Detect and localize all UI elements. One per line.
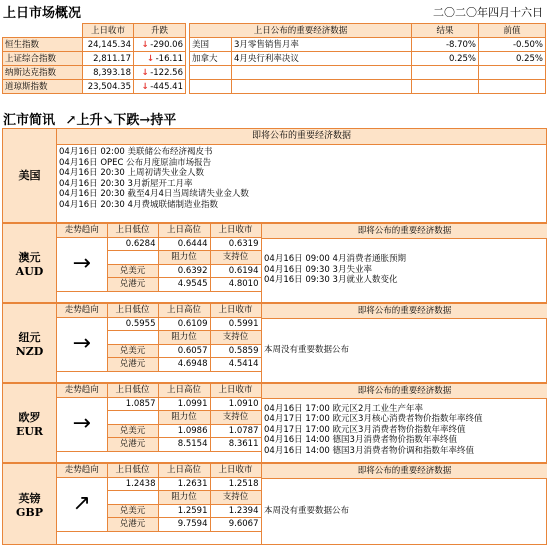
col-low-header: 上日低位 <box>107 464 158 477</box>
list-item: 04月16日 09:30 3月失业率 <box>264 264 372 275</box>
hkd-resistance: 8.5154 <box>158 438 210 452</box>
us-section <box>2 128 547 223</box>
col-high-header: 上日高位 <box>158 384 210 397</box>
fx-title <box>3 109 176 128</box>
table-row <box>190 52 546 66</box>
currency-rates-table <box>57 224 262 292</box>
econ-table <box>189 23 546 94</box>
econ-country: 美国 <box>190 38 232 52</box>
upcoming-header: 即将公布的重要经济数据 <box>262 384 547 399</box>
list-item: 04月16日 OPEC 公布月度原油市场报告 <box>59 157 212 168</box>
col-close-header: 上日收市 <box>83 24 134 38</box>
list-item: 04月16日 02:00 美联储公布经济褐皮书 <box>59 147 213 157</box>
index-name: 道琼斯指数 <box>3 80 83 94</box>
prev-close: 0.6319 <box>210 237 261 251</box>
col-low-header: 上日低位 <box>107 304 158 317</box>
index-close: 2,811.17 <box>83 52 134 66</box>
hkd-label: 兑港元 <box>107 278 158 292</box>
usd-resistance: 1.0986 <box>158 424 210 438</box>
hkd-resistance: 4.6948 <box>158 358 210 372</box>
econ-item: 3月零售销售月率 <box>232 38 412 52</box>
resistance-label: 阻力位 <box>158 491 210 505</box>
index-change: -445.41 <box>150 81 183 92</box>
list-item: 04月16日 14:00 德国3月消费者物价指数年率终值 <box>264 435 457 446</box>
econ-header: 上日公布的重要经济数据 <box>190 24 412 38</box>
us-header: 即将公布的重要经济数据 <box>57 129 546 145</box>
col-low-header: 上日低位 <box>107 384 158 397</box>
index-close: 24,145.34 <box>83 38 134 52</box>
upcoming-panel <box>261 304 547 382</box>
currency-name <box>3 304 57 382</box>
usd-label: 兑美元 <box>107 264 158 278</box>
resistance-label: 阻力位 <box>158 251 210 265</box>
currency-code: AUD <box>15 264 44 278</box>
currency-name-cn: 纽元 <box>18 330 41 344</box>
index-close: 23,504.35 <box>83 80 134 94</box>
upcoming-event-list <box>264 318 545 382</box>
hkd-label: 兑港元 <box>107 438 158 452</box>
upcoming-header: 即将公布的重要经济数据 <box>262 464 547 479</box>
down-arrow-icon: ↓ <box>141 81 149 92</box>
list-item: 本周没有重要数据公布 <box>264 505 350 516</box>
support-label: 支持位 <box>210 331 261 345</box>
usd-label: 兑美元 <box>107 504 158 518</box>
col-close-header: 上日收市 <box>210 464 261 477</box>
table-row <box>3 80 186 94</box>
currency-section-nzd <box>2 303 547 383</box>
index-change: -16.11 <box>155 53 183 64</box>
prev-high: 1.0991 <box>158 397 210 411</box>
col-close-header: 上日收市 <box>210 304 261 317</box>
fx-title-text: 汇市简讯 <box>3 113 56 128</box>
us-event-list <box>59 147 249 210</box>
usd-support: 0.5859 <box>210 344 261 358</box>
usd-support: 1.0787 <box>210 424 261 438</box>
col-trend-header: 走势趋向 <box>57 464 107 477</box>
upcoming-header: 即将公布的重要经济数据 <box>262 224 547 239</box>
resistance-label: 阻力位 <box>158 331 210 345</box>
col-change-header: 升跌 <box>134 24 186 38</box>
currency-name-cn: 澳元 <box>18 250 41 264</box>
prev-close: 0.5991 <box>210 317 261 331</box>
hkd-resistance: 4.9545 <box>158 278 210 292</box>
usd-support: 0.6194 <box>210 264 261 278</box>
upcoming-panel <box>261 384 547 462</box>
col-high-header: 上日高位 <box>158 224 210 237</box>
list-item: 04月17日 17:00 欧元区3月核心消费者物价指数年率终值 <box>264 414 483 425</box>
currency-section-eur <box>2 383 547 463</box>
currency-name <box>3 384 57 462</box>
prev-low: 0.5955 <box>107 317 158 331</box>
trend-arrow-icon: ↗ <box>57 477 107 531</box>
resistance-label: 阻力位 <box>158 411 210 425</box>
section-name: 美国 <box>3 129 57 222</box>
col-trend-header: 走势趋向 <box>57 304 107 317</box>
hkd-support: 4.8010 <box>210 278 261 292</box>
col-close-header: 上日收市 <box>210 384 261 397</box>
usd-label: 兑美元 <box>107 344 158 358</box>
hkd-label: 兑港元 <box>107 358 158 372</box>
col-trend-header: 走势趋向 <box>57 384 107 397</box>
prev-low: 1.0857 <box>107 397 158 411</box>
usd-resistance: 0.6057 <box>158 344 210 358</box>
list-item: 04月16日 20:30 4月费城联储制造业指数 <box>59 199 218 210</box>
econ-actual: -8.70% <box>412 38 479 52</box>
list-item: 04月16日 20:30 上周初请失业金人数 <box>59 168 205 178</box>
list-item: 04月16日 14:00 德国3月消费者物价调和指数年率终值 <box>264 445 474 456</box>
indices-table <box>2 23 186 94</box>
prev-high: 1.2631 <box>158 477 210 491</box>
list-item: 04月17日 17:00 欧元区3月消费者物价指数年率终值 <box>264 424 466 435</box>
index-name: 纳斯达克指数 <box>3 66 83 80</box>
usd-resistance: 0.6392 <box>158 264 210 278</box>
prev-high: 0.6444 <box>158 237 210 251</box>
upcoming-event-list <box>264 238 545 302</box>
trend-arrow-icon: → <box>57 237 107 291</box>
prev-close: 1.2518 <box>210 477 261 491</box>
hkd-support: 8.3611 <box>210 438 261 452</box>
table-row <box>3 66 186 80</box>
hkd-support: 4.5414 <box>210 358 261 372</box>
upcoming-header: 即将公布的重要经济数据 <box>262 304 547 319</box>
econ-item: 4月央行利率决议 <box>232 52 412 66</box>
table-row <box>3 52 186 66</box>
econ-country: 加拿大 <box>190 52 232 66</box>
list-item: 04月16日 20:30 截至4月4日当周续请失业金人数 <box>59 189 249 199</box>
currency-name-cn: 英镑 <box>18 491 41 505</box>
upcoming-event-list <box>264 478 545 544</box>
econ-prev: 0.25% <box>479 52 546 66</box>
prev-low: 1.2438 <box>107 477 158 491</box>
upcoming-event-list <box>264 398 545 462</box>
currency-name <box>3 224 57 302</box>
currency-code: NZD <box>15 344 44 358</box>
prev-high: 0.6109 <box>158 317 210 331</box>
col-high-header: 上日高位 <box>158 304 210 317</box>
currency-name-cn: 欧罗 <box>18 410 41 424</box>
trend-legend: ↗上升↘下跌→持平 <box>65 113 177 128</box>
prev-close: 1.0910 <box>210 397 261 411</box>
col-close-header: 上日收市 <box>210 224 261 237</box>
currency-name <box>3 464 57 544</box>
usd-support: 1.2394 <box>210 504 261 518</box>
col-low-header: 上日低位 <box>107 224 158 237</box>
support-label: 支持位 <box>210 411 261 425</box>
trend-arrow-icon: → <box>57 317 107 371</box>
report-date: 二〇二〇年四月十六日 <box>433 6 543 19</box>
list-item: 本周没有重要数据公布 <box>264 344 350 355</box>
index-name: 恒生指数 <box>3 38 83 52</box>
upcoming-panel <box>261 224 547 302</box>
hkd-resistance: 9.7594 <box>158 518 210 532</box>
usd-label: 兑美元 <box>107 424 158 438</box>
down-arrow-icon: ↓ <box>141 39 149 50</box>
econ-actual: 0.25% <box>412 52 479 66</box>
page-title: 上日市场概况 <box>3 6 82 21</box>
down-arrow-icon: ↓ <box>147 53 155 64</box>
currency-section-aud <box>2 223 547 303</box>
col-trend-header: 走势趋向 <box>57 224 107 237</box>
upcoming-panel <box>261 464 547 544</box>
support-label: 支持位 <box>210 491 261 505</box>
table-row <box>190 38 546 52</box>
hkd-label: 兑港元 <box>107 518 158 532</box>
trend-arrow-icon: → <box>57 397 107 451</box>
col-actual-header: 结果 <box>412 24 479 38</box>
hkd-support: 9.6067 <box>210 518 261 532</box>
list-item: 04月16日 17:00 欧元区2月工业生产年率 <box>264 403 423 414</box>
currency-rates-table <box>57 384 262 452</box>
currency-code: GBP <box>16 505 43 519</box>
index-close: 8,393.18 <box>83 66 134 80</box>
support-label: 支持位 <box>210 251 261 265</box>
index-change: -122.56 <box>150 67 183 78</box>
currency-rates-table <box>57 304 262 372</box>
currency-code: EUR <box>15 424 44 438</box>
currency-rates-table <box>57 464 262 532</box>
table-row <box>3 38 186 52</box>
list-item: 04月16日 20:30 3月新屋开工月率 <box>59 178 193 189</box>
index-change: -290.06 <box>150 39 183 50</box>
down-arrow-icon: ↓ <box>141 67 149 78</box>
col-high-header: 上日高位 <box>158 464 210 477</box>
currency-section-gbp <box>2 463 547 545</box>
col-prev-header: 前值 <box>479 24 546 38</box>
usd-resistance: 1.2591 <box>158 504 210 518</box>
econ-prev: -0.50% <box>479 38 546 52</box>
prev-low: 0.6284 <box>107 237 158 251</box>
list-item: 04月16日 09:30 3月就业人数变化 <box>264 275 398 286</box>
list-item: 04月16日 09:00 4月消费者通胀预期 <box>264 254 406 265</box>
index-name: 上证综合指数 <box>3 52 83 66</box>
